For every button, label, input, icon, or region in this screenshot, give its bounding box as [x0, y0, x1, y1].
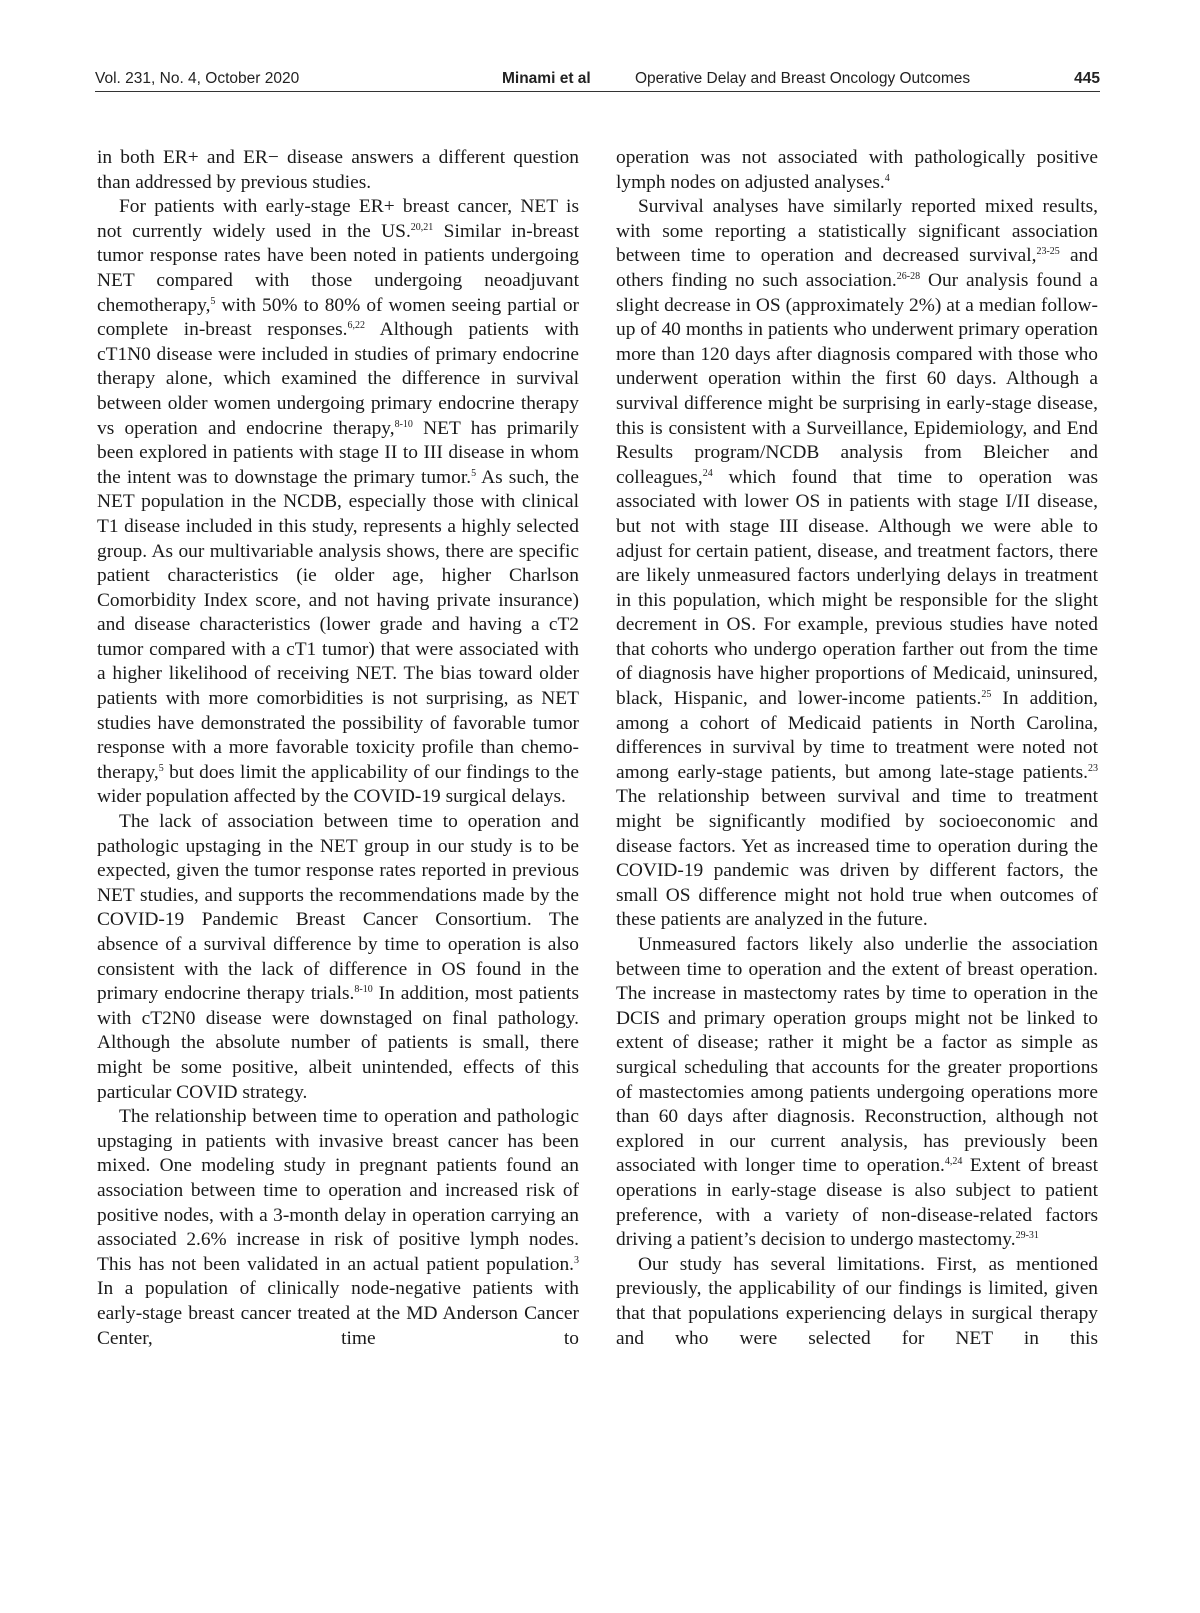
paragraph-text: but does limit the applicability of our findings to the wider population affected by the COVID-19 surgical delays.	[97, 761, 579, 808]
paragraph-text: For patients with early-stage ER+ breast cancer, NET is not currently widely used in the US.	[97, 196, 579, 242]
paragraph-text: In addition, among a cohort of Medicaid patients in North Carolina, differences in survival by time to treatment were noted not among early-stage patients, but among late-stage patients.	[616, 688, 1098, 783]
paragraph-text: NET has primarily been explored in patients with stage II to III disease in whom the intent was to downstage the primary tumor.	[97, 417, 579, 488]
paragraph-text: The relationship between survival and time to treatment might be significantly modified by socioeconomic and disease factors. Yet as increased time to operation during the COVID-19 pandemic was driven by different factors, the small OS difference might not hold true when outcomes of these patients are analyzed in the future.	[616, 786, 1098, 931]
right-column	[616, 146, 1098, 1351]
citation-superscript: 8-10	[354, 984, 373, 996]
paragraph-text: in both ER+ and ER− disease answers a different question than addressed by previous studies.	[97, 147, 579, 193]
running-title: Operative Delay and Breast Oncology Outcomes	[635, 70, 971, 87]
paragraph-text: As such, the NET population in the NCDB, especially those with clinical T1 disease included in this study, represents a highly selected group. As our multivariable analysis shows, there are specific patient characteristics (ie older age, higher Charlson Comorbidity Index score, and not having private insurance) and disease characteristics (lower grade and having a cT2 tumor compared with a cT1 tumor) that were associated with a higher likelihood of receiving NET. The bias toward older patients with more comorbidities is not surprising, as NET studies have demonstrated the possibility of favorable tumor response with a more favorable toxicity profile than chemotherapy,	[97, 466, 579, 783]
paragraph	[97, 195, 579, 810]
paragraph-text: The lack of association between time to operation and pathologic upstaging in the NET group in our study is to be expected, given the tumor response rates reported in previous NET studies, and supports the recommendations made by the COVID-19 Pandemic Breast Cancer Consortium. The absence of a survival difference by time to operation is also consistent with the lack of difference in OS found in the primary endocrine therapy trials.	[97, 811, 579, 1005]
citation-superscript: 23	[1088, 762, 1098, 774]
citation-superscript: 26-28	[896, 270, 921, 282]
left-column	[97, 146, 579, 1351]
page-number: 445	[1074, 70, 1100, 87]
header-rule	[95, 91, 1100, 92]
paragraph-text: Unmeasured factors likely also underlie the association between time to operation and the extent of breast operation. The increase in mastectomy rates by time to operation in the DCIS and primary operation groups might not be linked to extent of disease; rather it might be a factor as simple as surgical scheduling that accounts for the greater proportions of mastectomies among patients undergoing operations more than 60 days after diagnosis. Reconstruction, although not explored in our current analysis, has previously been associated with longer time to operation.	[616, 934, 1098, 1177]
citation-superscript: 5	[471, 467, 477, 479]
paragraph	[97, 146, 579, 195]
paragraph-text: Our analysis found a slight decrease in OS (approximately 2%) at a median follow-up of 40 months in patients who underwent primary operation more than 120 days after diagnosis compared with those who underwent operation within the first 60 days. Although a survival difference might be surprising in early-stage disease, this is consistent with a Surveillance, Epidemiology, and End Results program/NCDB analysis from Bleicher and colleagues,	[616, 269, 1098, 488]
citation-superscript: 3	[574, 1254, 579, 1266]
paragraph-text: which found that time to operation was associated with lower OS in patients with stage I/II disease, but not with stage III disease. Although we were able to adjust for certain patient, disease, and treatment factors, there are likely unmeasured factors underlying delays in treatment in this population, which might be responsible for the slight decrement in OS. For example, previous studies have noted that cohorts who undergo operation farther out from the time of diagnosis have higher proportions of Medicaid, uninsured, black, Hispanic, and lower-income patients.	[616, 466, 1098, 710]
citation-superscript: 20,21	[410, 221, 434, 233]
paragraph	[616, 195, 1098, 933]
paragraph	[97, 1105, 579, 1351]
citation-superscript: 24	[702, 467, 713, 479]
paragraph-text: The relationship between time to operation and pathologic upstaging in patients with invasive breast cancer has been mixed. One modeling study in pregnant patients found an association between time to operation and increased risk of positive nodes, with a 3-month delay in operation carrying an associated 2.6% increase in risk of positive lymph nodes. This has not been validated in an actual patient population.	[97, 1106, 579, 1275]
running-authors: Minami et al	[502, 70, 591, 87]
citation-superscript: 5	[210, 295, 216, 307]
running-header	[95, 66, 1100, 92]
paragraph-text: Similar in-breast tumor response rates have been noted in patients undergoing NET compared with those undergoing neoadjuvant chemotherapy,	[97, 220, 579, 316]
citation-superscript: 6,22	[347, 320, 365, 332]
paragraph-text: In a population of clinically node-negative patients with early-stage breast cancer treated at the MD Anderson Cancer Center, time to	[97, 1278, 579, 1349]
paragraph-text: Extent of breast operations in early-stage disease is also subject to patient preference, with a variety of non-disease-related factors driving a patient’s decision to undergo mastectomy.	[616, 1155, 1098, 1251]
paragraph	[616, 146, 1098, 195]
paragraph-text: Survival analyses have similarly reported mixed results, with some reporting a statistically significant association between time to operation and decreased survival,	[616, 196, 1098, 267]
paragraph-text: with 50% to 80% of women seeing partial or complete in-breast responses.	[97, 294, 579, 341]
citation-superscript: 29-31	[1015, 1230, 1039, 1242]
paragraph-text: In addition, most patients with cT2N0 disease were downstaged on final pathology. Although the absolute number of patients is small, there might be some positive, albeit unintended, effects of this particular COVID strategy.	[97, 983, 579, 1103]
citation-superscript: 8-10	[394, 418, 413, 430]
citation-superscript: 23-25	[1036, 246, 1060, 258]
citation-superscript: 4,24	[944, 1156, 963, 1168]
paragraph-text: Our study has several limitations. First, as mentioned previously, the applicability of our findings is limited, given that that populations experiencing delays in surgical therapy and who were selected for NET in this	[616, 1253, 1098, 1349]
paragraph	[616, 1253, 1098, 1351]
paragraph-text: Although patients with cT1N0 disease were included in studies of primary endocrine therapy alone, which examined the difference in survival between older women undergoing primary endocrine therapy vs operation and endocrine therapy,	[97, 319, 579, 439]
paragraph	[97, 810, 579, 1105]
paragraph-text: operation was not associated with pathologically positive lymph nodes on adjusted analyses.	[616, 147, 1098, 193]
citation-superscript: 4	[884, 172, 890, 184]
citation-superscript: 5	[158, 762, 164, 774]
journal-citation: Vol. 231, No. 4, October 2020	[95, 70, 300, 87]
paragraph-text: and others finding no such association.	[616, 245, 1098, 291]
citation-superscript: 25	[981, 689, 992, 701]
paragraph	[616, 933, 1098, 1253]
